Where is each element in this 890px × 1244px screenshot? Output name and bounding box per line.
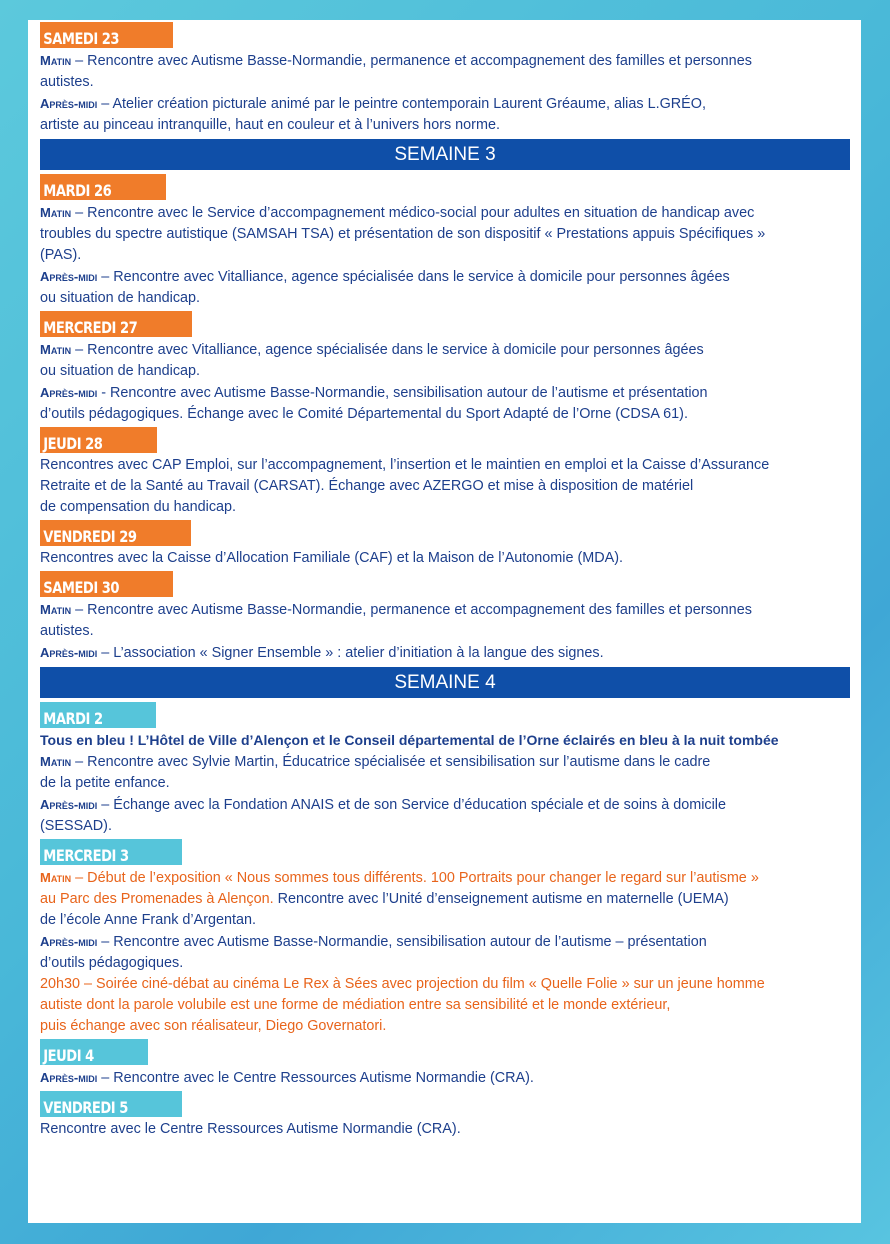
apres-midi-label: Après-midi xyxy=(40,269,98,284)
paragraph xyxy=(40,751,850,773)
page-sheet xyxy=(28,20,861,1223)
text: au Parc des Promenades à Alençon. xyxy=(40,891,274,907)
paragraph: puis échange avec son réalisateur, Diego Governatori. xyxy=(40,1018,387,1034)
paragraph: troubles du spectre autistique (SAMSAH TSA) et présentation de son dispositif « Prestations appuis Spécifiques » xyxy=(40,226,766,242)
paragraph: Retraite et de la Santé au Travail (CARSAT). Échange avec AZERGO et mise à disposition de matériel xyxy=(40,478,694,494)
paragraph: autistes. xyxy=(40,74,94,90)
paragraph xyxy=(40,642,850,664)
day-label: JEUDI 4 xyxy=(43,1046,94,1065)
day-header-samedi-23 xyxy=(40,22,850,50)
text: – Rencontre avec Autisme Basse-Normandie, permanence et accompagnement des familles et personnes xyxy=(71,602,752,618)
paragraph: de l’école Anne Frank d’Argentan. xyxy=(40,912,256,928)
day-label: MARDI 26 xyxy=(43,181,112,200)
day-label: VENDREDI 5 xyxy=(43,1098,128,1117)
apres-midi-label: Après-midi xyxy=(40,934,98,949)
paragraph: d’outils pédagogiques. xyxy=(40,955,184,971)
paragraph xyxy=(40,339,850,361)
paragraph: Rencontre avec le Centre Ressources Autisme Normandie (CRA). xyxy=(40,1121,461,1137)
day-header-mercredi-27 xyxy=(40,311,850,339)
day-label: VENDREDI 29 xyxy=(43,527,137,546)
text: – Atelier création picturale animé par le peintre contemporain Laurent Gréaume, alias L.GRÉO, xyxy=(97,96,706,112)
paragraph xyxy=(40,867,850,889)
paragraph: 20h30 – Soirée ciné-débat au cinéma Le Rex à Sées avec projection du film « Quelle Folie » sur un jeune homme xyxy=(40,976,765,992)
apres-midi-label: Après-midi xyxy=(40,1070,98,1085)
week-banner-3: SEMAINE 3 xyxy=(40,139,850,170)
text: Rencontre avec l’Unité d’enseignement autisme en maternelle (UEMA) xyxy=(273,891,729,907)
day-label: MARDI 2 xyxy=(43,709,103,728)
paragraph: artiste au pinceau intranquille, haut en couleur et à l’univers hors norme. xyxy=(40,117,500,133)
day-header-mardi-26 xyxy=(40,174,850,202)
paragraph xyxy=(40,599,850,621)
paragraph: de compensation du handicap. xyxy=(40,499,237,515)
paragraph xyxy=(40,889,850,910)
matin-label: Matin xyxy=(40,342,72,357)
paragraph: Rencontres avec la Caisse d’Allocation Familiale (CAF) et la Maison de l’Autonomie (MDA). xyxy=(40,550,624,566)
paragraph xyxy=(40,266,850,288)
day-label: JEUDI 28 xyxy=(43,434,103,453)
day-header-mardi-2 xyxy=(40,702,850,730)
paragraph xyxy=(40,931,850,953)
text: – Rencontre avec Vitalliance, agence spécialisée dans le service à domicile pour personnes âgées xyxy=(71,342,704,358)
day-header-jeudi-4 xyxy=(40,1039,850,1067)
matin-label: Matin xyxy=(40,870,72,885)
paragraph: autiste dont la parole volubile est une forme de médiation entre sa sensibilité et le monde extérieur, xyxy=(40,997,671,1013)
text: – Rencontre avec Vitalliance, agence spécialisée dans le service à domicile pour personnes âgées xyxy=(97,269,730,285)
paragraph xyxy=(40,382,850,404)
apres-midi-label: Après-midi xyxy=(40,385,98,400)
week-banner-4: SEMAINE 4 xyxy=(40,667,850,698)
text: – Rencontre avec Autisme Basse-Normandie, sensibilisation autour de l’autisme – présentation xyxy=(97,934,707,950)
day-label: MERCREDI 27 xyxy=(43,318,138,337)
text: – Rencontre avec Sylvie Martin, Éducatrice spécialisée et sensibilisation sur l’autisme dans le cadre xyxy=(71,754,711,770)
highlight-paragraph: Tous en bleu ! L’Hôtel de Ville d’Alençon et le Conseil départemental de l’Orne éclairés en bleu à la nuit tombée xyxy=(40,732,779,748)
paragraph: (SESSAD). xyxy=(40,818,112,834)
paragraph xyxy=(40,1067,850,1089)
paragraph: Rencontres avec CAP Emploi, sur l’accompagnement, l’insertion et le maintien en emploi et la Caisse d’Assurance xyxy=(40,457,770,473)
paragraph xyxy=(40,50,850,72)
day-header-mercredi-3 xyxy=(40,839,850,867)
matin-label: Matin xyxy=(40,602,72,617)
apres-midi-label: Après-midi xyxy=(40,645,98,660)
paragraph: ou situation de handicap. xyxy=(40,363,201,379)
paragraph xyxy=(40,794,850,816)
paragraph: (PAS). xyxy=(40,247,82,263)
program-content xyxy=(40,20,850,1140)
day-header-jeudi-28 xyxy=(40,427,850,455)
apres-midi-label: Après-midi xyxy=(40,797,98,812)
text: – Rencontre avec le Service d’accompagnement médico-social pour adultes en situation de handicap avec xyxy=(71,205,755,221)
text: – Échange avec la Fondation ANAIS et de son Service d’éducation spéciale et de soins à domicile xyxy=(97,797,727,813)
text: - Rencontre avec Autisme Basse-Normandie, sensibilisation autour de l’autisme et présentation xyxy=(97,385,708,401)
paragraph: autistes. xyxy=(40,623,94,639)
day-header-vendredi-5 xyxy=(40,1091,850,1119)
matin-label: Matin xyxy=(40,754,72,769)
matin-label: Matin xyxy=(40,53,72,68)
day-label: SAMEDI 30 xyxy=(43,578,120,597)
text: – Rencontre avec le Centre Ressources Autisme Normandie (CRA). xyxy=(97,1070,534,1086)
paragraph: d’outils pédagogiques. Échange avec le Comité Départemental du Sport Adapté de l’Orne (CDSA 61). xyxy=(40,406,688,422)
text: – Début de l’exposition « Nous sommes tous différents. 100 Portraits pour changer le regard sur l’autisme » xyxy=(71,870,759,886)
matin-label: Matin xyxy=(40,205,72,220)
day-header-vendredi-29 xyxy=(40,520,850,548)
day-header-samedi-30 xyxy=(40,571,850,599)
paragraph: ou situation de handicap. xyxy=(40,290,201,306)
text: – L’association « Signer Ensemble » : atelier d’initiation à la langue des signes. xyxy=(97,645,604,661)
text: – Rencontre avec Autisme Basse-Normandie, permanence et accompagnement des familles et personnes xyxy=(71,53,752,69)
day-label: MERCREDI 3 xyxy=(43,846,129,865)
apres-midi-label: Après-midi xyxy=(40,96,98,111)
paragraph: de la petite enfance. xyxy=(40,775,170,791)
paragraph xyxy=(40,202,850,224)
paragraph xyxy=(40,93,850,115)
day-label: SAMEDI 23 xyxy=(43,29,120,48)
